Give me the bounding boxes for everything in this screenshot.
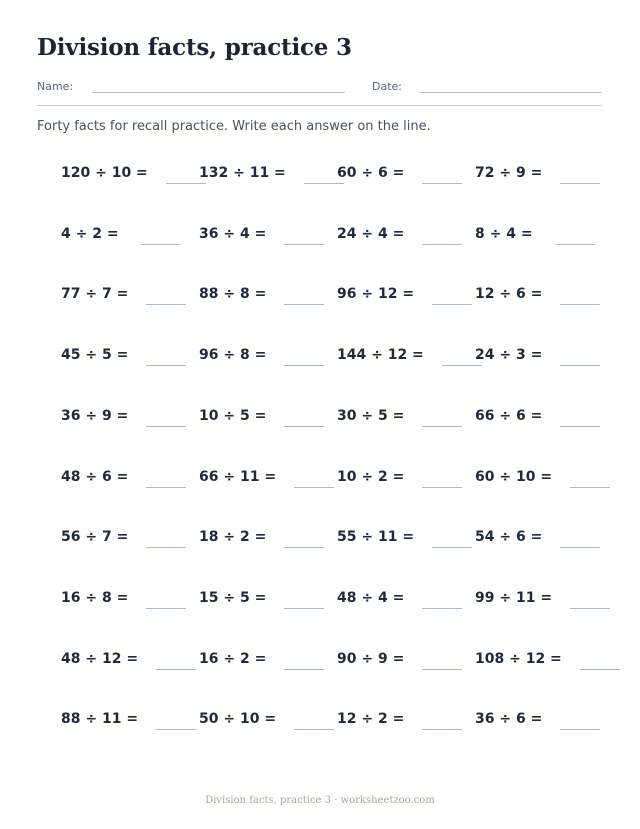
- answer-blank[interactable]: [422, 669, 462, 670]
- fact-question: 132 ÷ 11 =: [199, 165, 286, 181]
- answer-blank[interactable]: [304, 183, 344, 184]
- fact-question: 30 ÷ 5 =: [337, 408, 405, 424]
- fact-question: 24 ÷ 4 =: [337, 226, 405, 242]
- answer-blank[interactable]: [156, 729, 196, 730]
- answer-blank[interactable]: [146, 365, 186, 366]
- fact-question: 12 ÷ 2 =: [337, 711, 405, 727]
- footer: Division facts, practice 3 · worksheetzoo.com: [205, 795, 435, 806]
- fact-question: 36 ÷ 9 =: [61, 408, 129, 424]
- page-title: Division facts, practice 3: [37, 34, 352, 61]
- fact-question: 12 ÷ 6 =: [475, 286, 543, 302]
- answer-blank[interactable]: [284, 608, 324, 609]
- answer-blank[interactable]: [146, 304, 186, 305]
- fact-question: 50 ÷ 10 =: [199, 711, 277, 727]
- answer-blank[interactable]: [555, 244, 595, 245]
- fact-question: 120 ÷ 10 =: [61, 165, 148, 181]
- answer-blank[interactable]: [156, 669, 196, 670]
- answer-blank[interactable]: [146, 426, 186, 427]
- fact-question: 72 ÷ 9 =: [475, 165, 543, 181]
- fact-question: 45 ÷ 5 =: [61, 347, 129, 363]
- fact-question: 56 ÷ 7 =: [61, 529, 129, 545]
- fact-question: 77 ÷ 7 =: [61, 286, 129, 302]
- fact-question: 60 ÷ 10 =: [475, 469, 553, 485]
- answer-blank[interactable]: [560, 729, 600, 730]
- instructions: Forty facts for recall practice. Write each answer on the line.: [37, 119, 431, 134]
- fact-question: 88 ÷ 8 =: [199, 286, 267, 302]
- answer-blank[interactable]: [284, 669, 324, 670]
- answer-blank[interactable]: [570, 608, 610, 609]
- answer-blank[interactable]: [146, 608, 186, 609]
- answer-blank[interactable]: [141, 244, 181, 245]
- fact-question: 16 ÷ 8 =: [61, 590, 129, 606]
- answer-blank[interactable]: [432, 547, 472, 548]
- fact-question: 55 ÷ 11 =: [337, 529, 415, 545]
- fact-question: 10 ÷ 2 =: [337, 469, 405, 485]
- fact-question: 66 ÷ 11 =: [199, 469, 277, 485]
- answer-blank[interactable]: [294, 487, 334, 488]
- answer-blank[interactable]: [560, 304, 600, 305]
- answer-blank[interactable]: [560, 365, 600, 366]
- fact-question: 4 ÷ 2 =: [61, 226, 119, 242]
- name-label: Name:: [37, 80, 74, 93]
- answer-blank[interactable]: [442, 365, 482, 366]
- answer-blank[interactable]: [422, 729, 462, 730]
- answer-blank[interactable]: [284, 304, 324, 305]
- answer-blank[interactable]: [422, 426, 462, 427]
- answer-blank[interactable]: [580, 669, 620, 670]
- fact-question: 96 ÷ 12 =: [337, 286, 415, 302]
- answer-blank[interactable]: [146, 547, 186, 548]
- fact-question: 96 ÷ 8 =: [199, 347, 267, 363]
- fact-question: 108 ÷ 12 =: [475, 651, 562, 667]
- answer-blank[interactable]: [284, 244, 324, 245]
- fact-question: 16 ÷ 2 =: [199, 651, 267, 667]
- answer-blank[interactable]: [284, 365, 324, 366]
- answer-blank[interactable]: [284, 426, 324, 427]
- fact-question: 8 ÷ 4 =: [475, 226, 533, 242]
- fact-question: 60 ÷ 6 =: [337, 165, 405, 181]
- fact-question: 36 ÷ 4 =: [199, 226, 267, 242]
- answer-blank[interactable]: [560, 426, 600, 427]
- answer-blank[interactable]: [570, 487, 610, 488]
- answer-blank[interactable]: [560, 183, 600, 184]
- date-label: Date:: [372, 80, 402, 93]
- fact-question: 144 ÷ 12 =: [337, 347, 424, 363]
- answer-blank[interactable]: [166, 183, 206, 184]
- fact-question: 48 ÷ 4 =: [337, 590, 405, 606]
- fact-question: 66 ÷ 6 =: [475, 408, 543, 424]
- answer-blank[interactable]: [146, 487, 186, 488]
- answer-blank[interactable]: [422, 183, 462, 184]
- fact-question: 90 ÷ 9 =: [337, 651, 405, 667]
- fact-question: 48 ÷ 6 =: [61, 469, 129, 485]
- fact-question: 48 ÷ 12 =: [61, 651, 139, 667]
- fact-question: 24 ÷ 3 =: [475, 347, 543, 363]
- answer-blank[interactable]: [422, 244, 462, 245]
- answer-blank[interactable]: [422, 487, 462, 488]
- answer-blank[interactable]: [560, 547, 600, 548]
- fact-question: 15 ÷ 5 =: [199, 590, 267, 606]
- answer-blank[interactable]: [294, 729, 334, 730]
- answer-blank[interactable]: [284, 547, 324, 548]
- fact-question: 18 ÷ 2 =: [199, 529, 267, 545]
- answer-blank[interactable]: [432, 304, 472, 305]
- fact-question: 10 ÷ 5 =: [199, 408, 267, 424]
- fact-question: 88 ÷ 11 =: [61, 711, 139, 727]
- fact-question: 36 ÷ 6 =: [475, 711, 543, 727]
- fact-question: 54 ÷ 6 =: [475, 529, 543, 545]
- answer-blank[interactable]: [422, 608, 462, 609]
- fact-question: 99 ÷ 11 =: [475, 590, 553, 606]
